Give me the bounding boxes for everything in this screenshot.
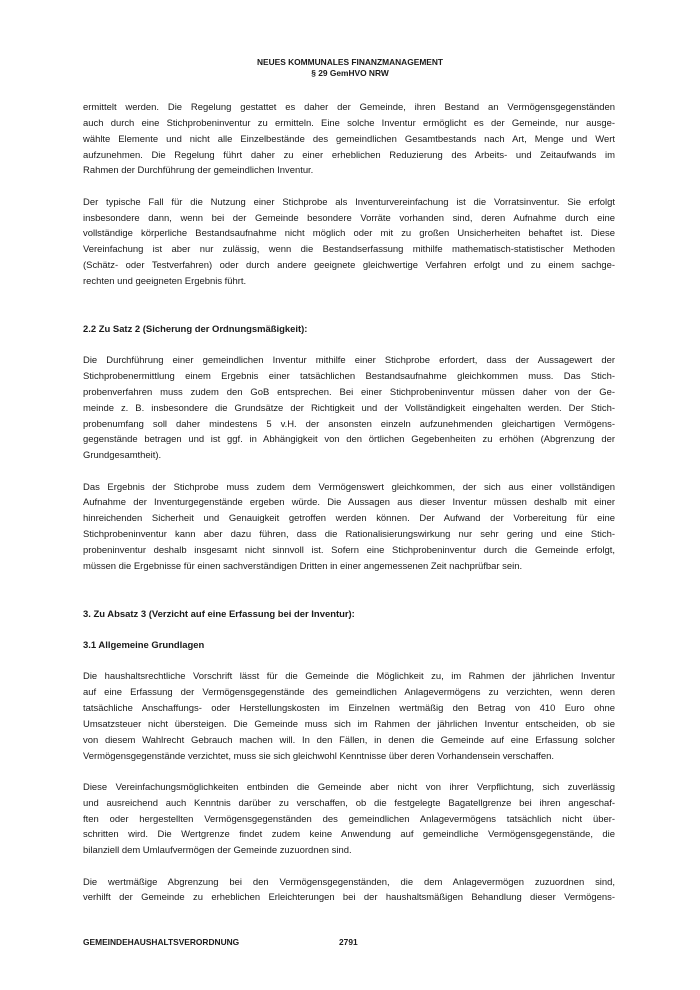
text-line: Umsatzsteuer nicht übersteigen. Die Gemeinde muss sich im Rahmen der jährlichen Inventur entscheiden, ob sie bbox=[83, 718, 615, 730]
text-line: vollständige körperliche Bestandsaufnahme nicht möglich oder mit zu großen Unsicherheiten behaftet ist. Diese bbox=[83, 228, 615, 240]
paragraph bbox=[83, 353, 615, 464]
text-line: Stichprobeninventur kann aber dazu führen, dass die Rationalisierungswirkung nur sehr gering und eine Stich- bbox=[83, 529, 615, 541]
text-line: Rahmen der Durchführung der gemeindlichen Inventur. bbox=[83, 165, 314, 177]
text-line: Die Durchführung einer gemeindlichen Inventur mithilfe einer Stichprobe erfordert, dass der Aussagewert der bbox=[83, 355, 615, 367]
text-line: (Schätz- oder Testverfahren) oder durch andere geeignete gleichwertige Verfahren erfolgt und zu einem sachge- bbox=[83, 260, 615, 272]
text-line: Das Ergebnis der Stichprobe muss zudem dem Vermögenswert gleichkommen, der sich aus einer vollständigen bbox=[83, 481, 615, 493]
text-line: und ausreichend auch Kenntnis darüber zu verschaffen, ob die festgelegte Bagatellgrenze bei ihren angeschaf- bbox=[83, 797, 615, 809]
text-line: Stichprobenermittlung einem Ergebnis einer tatsächlichen Bestandsaufnahme gleichkommen muss. Das Stich- bbox=[83, 370, 615, 382]
text-line: tatsächliche Anschaffungs- oder Herstellungskosten im Einzelnen wertmäßig den Betrag von 410 Euro ohne bbox=[83, 702, 615, 714]
text-line: verhilft der Gemeinde zu erheblichen Erleichterungen bei der haushaltsmäßigen Behandlung dieser Vermögens- bbox=[83, 892, 615, 904]
paragraph bbox=[83, 100, 615, 179]
header-title: NEUES KOMMUNALES FINANZMANAGEMENT bbox=[256, 57, 444, 67]
text-line: müssen die Ergebnisse für einen sachverständigen Dritten in einer angemessenen Zeit nachprüfbar sein. bbox=[83, 560, 523, 572]
text-line: Aufnahme der Inventurgegenstände ergeben würde. Die Aussagen aus dieser Inventur müssen deshalb mit einer bbox=[83, 497, 615, 509]
paragraph bbox=[83, 780, 615, 859]
text-line: schritten wird. Die Wertgrenze findet zudem keine Anwendung auf gemeindliche Vermögensgegenstände, die bbox=[83, 829, 615, 841]
page-number: 2791 bbox=[339, 937, 358, 947]
text-line: ermittelt werden. Die Regelung gestattet es daher der Gemeinde, ihren Bestand an Vermögensgegenständen bbox=[83, 102, 615, 113]
section-heading: 3. Zu Absatz 3 (Verzicht auf eine Erfassung bei der Inventur): bbox=[83, 608, 355, 620]
text-line: auf eine Erfassung der Vermögensgegenstände des gemeindlichen Anlagevermögens zu verzichten, wenn deren bbox=[83, 687, 615, 699]
page-header bbox=[0, 57, 700, 78]
text-line: wählte Elemente und nicht alle Einzelbestände des gemeindlichen Gesamtbestands nach Art, Menge und Wert bbox=[83, 133, 615, 145]
text-line: von diesem Wahlrecht Gebrauch machen will. In den Fällen, in denen die Gemeinde auf eine Erfassung solcher bbox=[83, 734, 615, 746]
text-line: aufzunehmen. Die Regelung führt daher zu einer erheblichen Reduzierung des Arbeits- und Zeitaufwands im bbox=[83, 149, 615, 161]
text-line: auch durch eine Stichprobeninventur zu ermitteln. Eine solche Inventur ermöglicht es der Gemeinde, nur ausge- bbox=[83, 117, 615, 129]
footer-title: GEMEINDEHAUSHALTSVERORDNUNG bbox=[83, 937, 240, 947]
section-heading: 2.2 Zu Satz 2 (Sicherung der Ordnungsmäßigkeit): bbox=[83, 323, 308, 335]
text-line: probenumfang soll daher mindestens 5 v.H. der ansonsten einzeln aufzunehmenden gleichartigen Vermögens- bbox=[83, 418, 615, 430]
text-line: gegenstände betragen und ist ggf. in Abhängigkeit von den örtlichen Gegebenheiten zu erhöhen (Abgrenzung der bbox=[83, 434, 615, 446]
paragraph bbox=[83, 669, 615, 764]
text-line: meinde z. B. insbesondere die Grundsätze der Richtigkeit und der Vollständigkeit eingehalten werden. Der Stich- bbox=[83, 402, 615, 414]
paragraph bbox=[83, 195, 615, 290]
paragraph bbox=[83, 875, 615, 907]
text-line: probenverfahren muss zudem den GoB entsprechen. Bei einer Stichprobeninventur müssen daher von der Ge- bbox=[83, 386, 615, 398]
text-line: Vermögensgegenstände verzichtet, muss sie sich gleichwohl Kenntnisse über deren Vorhandensein verschaffen. bbox=[83, 750, 554, 762]
subsection-heading: 3.1 Allgemeine Grundlagen bbox=[83, 639, 205, 651]
text-line: ften oder hergestellten Vermögensgegenständen des gemeindlichen Anlagevermögens tatsächlich nicht über- bbox=[83, 813, 615, 825]
text-line: probeninventur deshalb insgesamt nicht sinnvoll ist. Sofern eine Stichprobeninventur durch die Gemeinde erfolgt, bbox=[83, 544, 615, 556]
text-line: Vereinfachung ist aber nur zulässig, wenn die Bestandserfassung mithilfe mathematisch-statistischer Methoden bbox=[83, 244, 615, 256]
text-line: rechten und geeigneten Ergebnis führt. bbox=[83, 275, 247, 287]
text-line: hinreichenden Sicherheit und Genauigkeit getroffen werden können. Der Aufwand der Vorbereitung für eine bbox=[83, 513, 615, 525]
text-line: insbesondere dann, wenn bei der Gemeinde besondere Vorräte vorhanden sind, deren Aufnahme durch eine bbox=[83, 212, 615, 224]
text-line: bilanziell dem Umlaufvermögen der Gemeinde zuzuordnen sind. bbox=[83, 845, 352, 857]
text-line: Diese Vereinfachungsmöglichkeiten entbinden die Gemeinde aber nicht von ihrer Verpflichtung, sich zuverlässig bbox=[83, 781, 615, 793]
text-line: Die wertmäßige Abgrenzung bei den Vermögensgegenständen, die dem Anlagevermögen zuzuordnen sind, bbox=[83, 876, 615, 888]
text-line: Grundgesamtheit). bbox=[83, 450, 162, 462]
header-subtitle: § 29 GemHVO NRW bbox=[311, 67, 389, 78]
text-line: Der typische Fall für die Nutzung einer Stichprobe als Inventurvereinfachung ist die Vorratsinventur. Sie erfolgt bbox=[83, 196, 615, 208]
text-line: Die haushaltsrechtliche Vorschrift lässt für die Gemeinde die Möglichkeit zu, im Rahmen der jährlichen Inventur bbox=[83, 671, 615, 683]
paragraph bbox=[83, 480, 615, 575]
document-body bbox=[83, 100, 615, 906]
